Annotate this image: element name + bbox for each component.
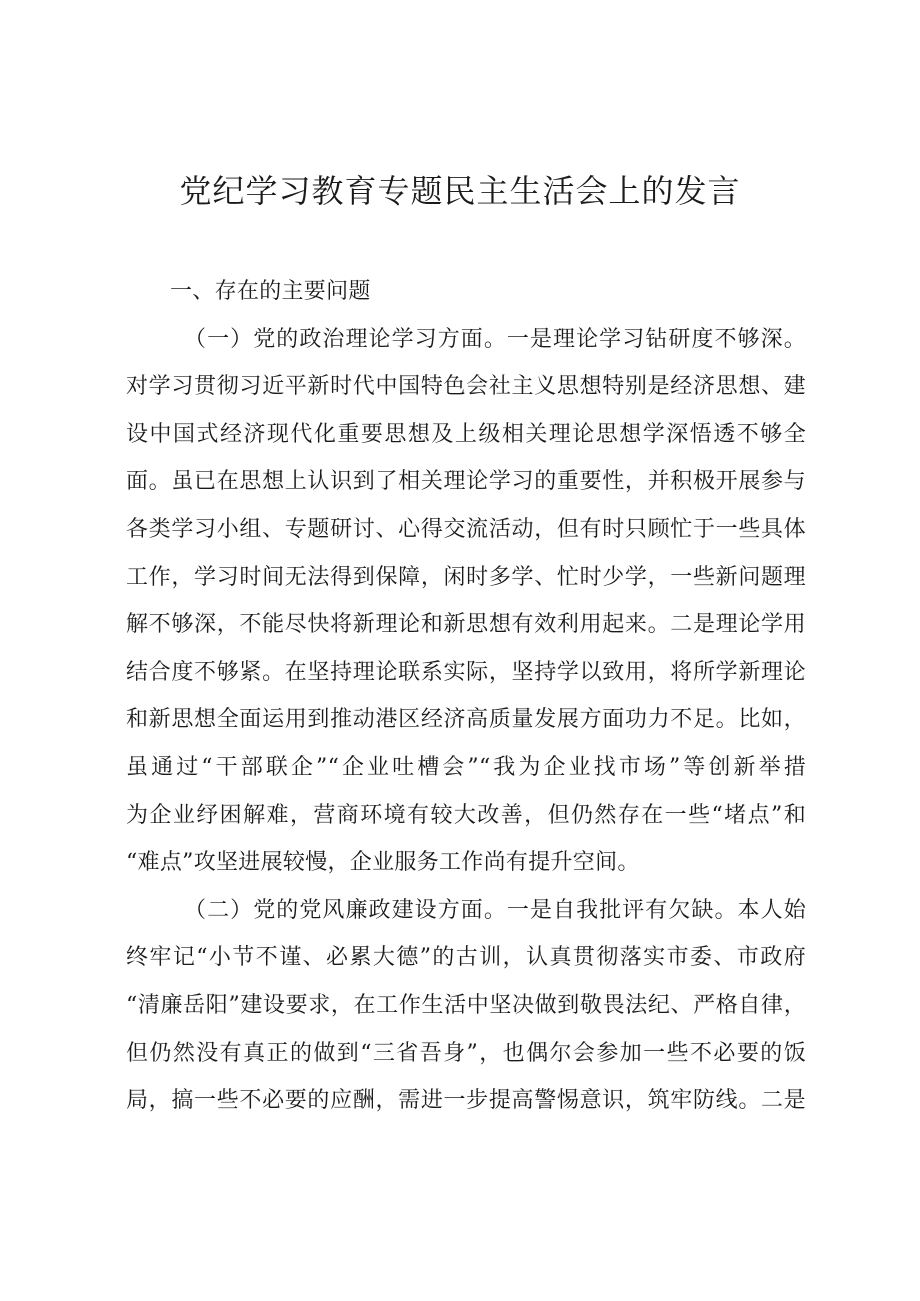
paragraph-line: （二）党的党风廉政建设方面。一是自我批评有欠缺。本人始: [184, 897, 806, 923]
document-title: 党纪学习教育专题民主生活会上的发言: [179, 172, 741, 210]
paragraph-line: “难点”攻坚进展较慢，企业服务工作尚有提升空间。: [126, 850, 640, 876]
paragraph-line: 工作，学习时间无法得到保障，闲时多学、忙时少学，一些新问题理: [126, 564, 806, 590]
paragraph-line: “清廉岳阳”建设要求，在工作生活中坚决做到敬畏法纪、严格自律，: [126, 992, 806, 1018]
paragraph-line: 但仍然没有真正的做到“三省吾身”，也偶尔会参加一些不必要的饭: [126, 1040, 806, 1066]
paragraph-line: 终牢记“小节不谨、必累大德”的古训，认真贯彻落实市委、市政府: [126, 945, 806, 971]
paragraph-integrity: [126, 887, 806, 1125]
paragraph-line: 为企业纾困解难，营商环境有较大改善，但仍然存在一些“堵点”和: [126, 802, 806, 828]
paragraph-line: 局，搞一些不必要的应酬，需进一步提高警惕意识，筑牢防线。二是: [126, 1088, 806, 1114]
paragraph-line: 结合度不够紧。在坚持理论联系实际，坚持学以致用，将所学新理论: [126, 659, 806, 685]
paragraph-political-theory: [126, 316, 806, 887]
paragraph-line: （一）党的政治理论学习方面。一是理论学习钻研度不够深。: [184, 326, 806, 352]
paragraph-line: 设中国式经济现代化重要思想及上级相关理论思想学深悟透不够全: [126, 421, 806, 447]
paragraph-line: 对学习贯彻习近平新时代中国特色会社主义思想特别是经济思想、建: [126, 374, 806, 400]
paragraph-line: 和新思想全面运用到推动港区经济高质量发展方面功力不足。比如，: [126, 707, 806, 733]
section-heading: 一、存在的主要问题: [170, 279, 371, 304]
document-body: [126, 268, 806, 1125]
paragraph-line: 解不够深，不能尽快将新理论和新思想有效利用起来。二是理论学用: [126, 612, 806, 638]
paragraph-line: 面。虽已在思想上认识到了相关理论学习的重要性，并积极开展参与: [126, 469, 806, 495]
paragraph-line: 各类学习小组、专题研讨、心得交流活动，但有时只顾忙于一些具体: [126, 516, 806, 542]
paragraph-line: 虽通过“干部联企”“企业吐槽会”“我为企业找市场”等创新举措: [126, 754, 806, 780]
